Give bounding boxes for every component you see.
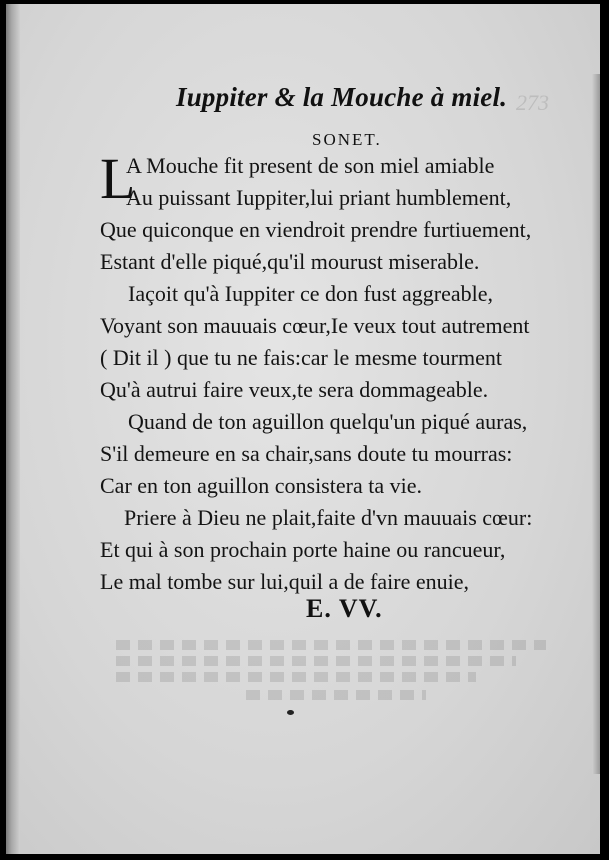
poem-line: ( Dit il ) que tu ne fais:car le mesme tourment <box>100 345 502 370</box>
bleed-through-text <box>116 640 546 650</box>
poem-line: Priere à Dieu ne plait,faite d'vn mauuais cœur: <box>124 505 533 530</box>
running-head: Iuppiter & la Mouche à miel. <box>176 82 508 112</box>
poem-line: Et qui à son prochain porte haine ou rancueur, <box>100 537 506 562</box>
poem-line: Car en ton aguillon consistera ta vie. <box>100 473 422 498</box>
poem-line: Qu'à autrui faire veux,te sera dommageable. <box>100 377 489 402</box>
poem-line: Iaçoit qu'à Iuppiter ce don fust aggreable, <box>128 281 493 306</box>
bleed-through-text <box>246 690 426 700</box>
drop-cap: L <box>100 146 136 211</box>
poem-title: SONET. <box>312 130 382 149</box>
show-through-page-number: 273 <box>516 90 549 115</box>
poem-line: A Mouche fit present de son miel amiable <box>126 153 495 178</box>
bleed-through-text <box>116 672 476 682</box>
ink-speck <box>287 710 294 715</box>
poem-line: Au puissant Iuppiter,lui priant humblement, <box>126 185 512 210</box>
bleed-through-text <box>116 656 516 666</box>
poem-line: Le mal tombe sur lui,quil a de faire enuie, <box>100 569 469 594</box>
poem-line: Voyant son mauuais cœur,Ie veux tout autrement <box>100 313 530 338</box>
poem-line: Quand de ton aguillon quelqu'un piqué auras, <box>128 409 528 434</box>
page-gutter-shadow <box>6 4 20 854</box>
poem-line: Estant d'elle piqué,qu'il mourust miserable. <box>100 249 480 274</box>
poem-line: Que quiconque en viendroit prendre furtiuement, <box>100 217 532 242</box>
signature-initials: E. VV. <box>306 594 383 623</box>
page-edge-shadow <box>592 74 600 774</box>
poem-line: S'il demeure en sa chair,sans doute tu mourras: <box>100 441 513 466</box>
book-page <box>6 4 600 854</box>
